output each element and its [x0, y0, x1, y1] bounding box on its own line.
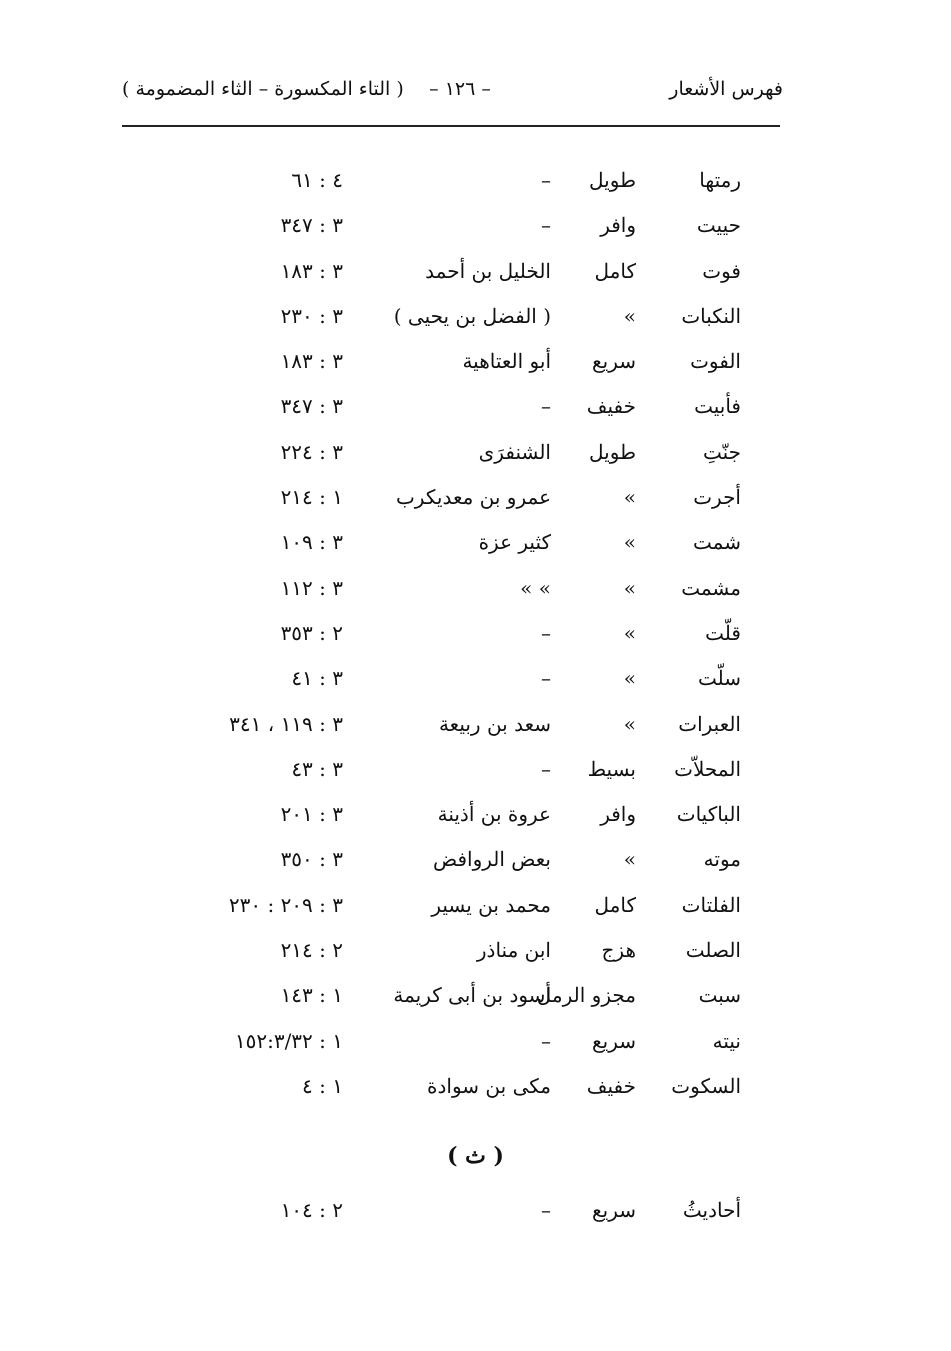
meter-name: سريع	[591, 1198, 636, 1222]
rhyme-word: حييت	[696, 213, 741, 238]
index-row	[0, 522, 951, 567]
meter-name: بسيط	[587, 756, 636, 781]
poet-name: ( الفضل بن يحيى )	[393, 303, 551, 328]
volume-page-ref: ١ : ١٥٢:٣/٣٢	[234, 1028, 343, 1053]
index-row	[0, 885, 951, 930]
poet-name: » »	[520, 575, 551, 600]
poet-name: –	[541, 168, 551, 192]
poet-name: سعد بن ربيعة	[438, 711, 551, 736]
meter-name: »	[623, 485, 636, 510]
rhyme-word: الفلتات	[681, 892, 741, 917]
index-row	[0, 704, 951, 749]
section-range: ( التاء المكسورة – الثاء المضمومة )	[122, 78, 404, 100]
rhyme-word: الفوت	[690, 349, 741, 374]
volume-page-ref: ٣ : ١١٩ ، ٣٤١	[229, 711, 343, 736]
poet-name: أبو العتاهية	[462, 349, 551, 374]
meter-name: طويل	[589, 168, 636, 192]
poet-name: عروة بن أذينة	[437, 802, 551, 827]
meter-name: مجزو الرمل	[536, 983, 636, 1008]
volume-page-ref: ١ : ١٤٣	[280, 983, 343, 1008]
index-row	[0, 341, 951, 386]
poet-name: الخليل بن أحمد	[425, 258, 551, 283]
meter-name: هزج	[601, 938, 636, 963]
index-table-tail	[0, 1190, 951, 1235]
meter-name: »	[623, 575, 636, 600]
meter-name: خفيف	[586, 394, 636, 419]
poet-name: –	[541, 666, 551, 691]
rhyme-word: موته	[703, 847, 741, 872]
index-row	[0, 794, 951, 839]
poet-name: –	[541, 1198, 551, 1222]
meter-name: طويل	[589, 439, 636, 464]
poet-name: –	[541, 394, 551, 419]
meter-name: وافر	[600, 213, 636, 238]
rhyme-word: نيته	[712, 1028, 741, 1053]
rhyme-word: أجرت	[693, 485, 741, 510]
poet-name: محمد بن يسير	[431, 892, 551, 917]
meter-name: »	[623, 847, 636, 872]
volume-page-ref: ٣ : ٣٤٧	[280, 213, 343, 238]
poet-name: كثير عزة	[478, 530, 551, 555]
poet-name: الشنفرَى	[478, 439, 551, 464]
meter-name: »	[623, 303, 636, 328]
rhyme-word: المحلاّت	[674, 756, 741, 781]
poet-name: ابن مناذر	[476, 938, 551, 963]
running-title: فهرس الأشعار	[669, 78, 783, 100]
rhyme-word: فأبيت	[694, 394, 741, 419]
index-row	[0, 613, 951, 658]
volume-page-ref: ٣ : ٣٤٧	[280, 394, 343, 419]
index-row	[0, 975, 951, 1020]
volume-page-ref: ٣ : ١٠٩	[280, 530, 343, 555]
index-row	[0, 432, 951, 477]
rhyme-word: سبت	[698, 983, 741, 1008]
index-row	[0, 930, 951, 975]
rhyme-word: فوت	[702, 258, 741, 283]
index-row	[0, 1066, 951, 1111]
volume-page-ref: ٣ : ٣٥٠	[280, 847, 343, 872]
volume-page-ref: ١ : ٢١٤	[280, 485, 343, 510]
index-row	[0, 1021, 951, 1066]
section-heading: ( ث )	[447, 1143, 504, 1169]
volume-page-ref: ٣ : ١١٢	[280, 575, 343, 600]
rhyme-word: العبرات	[678, 711, 741, 736]
volume-page-ref: ٢ : ٣٥٣	[280, 620, 343, 645]
meter-name: »	[623, 620, 636, 645]
rhyme-word: السكوت	[671, 1073, 741, 1098]
meter-name: »	[623, 666, 636, 691]
rhyme-word: النكبات	[681, 303, 741, 328]
poet-name: –	[541, 756, 551, 781]
rhyme-word: شمت	[693, 530, 741, 555]
index-row	[0, 568, 951, 613]
meter-name: »	[623, 711, 636, 736]
volume-page-ref: ٣ : ٢٣٠	[280, 303, 343, 328]
rhyme-word: قلّت	[705, 620, 741, 645]
rhyme-word: مشمت	[681, 575, 741, 600]
volume-page-ref: ٣ : ١٨٣	[280, 349, 343, 374]
meter-name: خفيف	[586, 1073, 636, 1098]
poet-name: –	[541, 620, 551, 645]
index-row	[0, 839, 951, 884]
rhyme-word: أحاديثُ	[682, 1198, 741, 1222]
poet-name: مكى بن سوادة	[427, 1073, 551, 1098]
volume-page-ref: ٣ : ٢٢٤	[280, 439, 343, 464]
poet-name: بعض الروافض	[432, 847, 551, 872]
page-number: – ١٢٦ –	[429, 78, 491, 100]
index-row	[0, 749, 951, 794]
volume-page-ref: ٢ : ٢١٤	[280, 938, 343, 963]
meter-name: »	[623, 530, 636, 555]
index-table	[0, 160, 951, 1111]
index-row	[0, 658, 951, 703]
rhyme-word: جنّتِ	[702, 439, 741, 464]
volume-page-ref: ١ : ٤	[302, 1073, 343, 1098]
meter-name: كامل	[594, 892, 636, 917]
volume-page-ref: ٣ : ٢٠٩ : ٢٣٠	[228, 892, 343, 917]
header-rule	[122, 125, 780, 127]
meter-name: كامل	[594, 258, 636, 283]
meter-name: سريع	[591, 1028, 636, 1053]
volume-page-ref: ٣ : ١٨٣	[280, 258, 343, 283]
poet-name: أسود بن أبى كريمة	[393, 983, 551, 1008]
index-row	[0, 251, 951, 296]
meter-name: سريع	[591, 349, 636, 374]
volume-page-ref: ٢ : ١٠٤	[280, 1198, 343, 1222]
volume-page-ref: ٣ : ٢٠١	[280, 802, 343, 827]
index-row	[0, 386, 951, 431]
volume-page-ref: ٣ : ٤١	[291, 666, 343, 691]
volume-page-ref: ٤ : ٦١	[291, 168, 343, 192]
volume-page-ref: ٣ : ٤٣	[291, 756, 343, 781]
poet-name: –	[541, 1028, 551, 1053]
index-row	[0, 1190, 951, 1235]
index-row	[0, 160, 951, 205]
index-row	[0, 205, 951, 250]
rhyme-word: سلّت	[697, 666, 741, 691]
rhyme-word: الباكيات	[676, 802, 741, 827]
rhyme-word: رمتها	[699, 168, 741, 192]
rhyme-word: الصلت	[685, 938, 741, 963]
meter-name: وافر	[600, 802, 636, 827]
index-row	[0, 477, 951, 522]
poet-name: عمرو بن معديكرب	[395, 485, 551, 510]
poet-name: –	[541, 213, 551, 238]
index-row	[0, 296, 951, 341]
